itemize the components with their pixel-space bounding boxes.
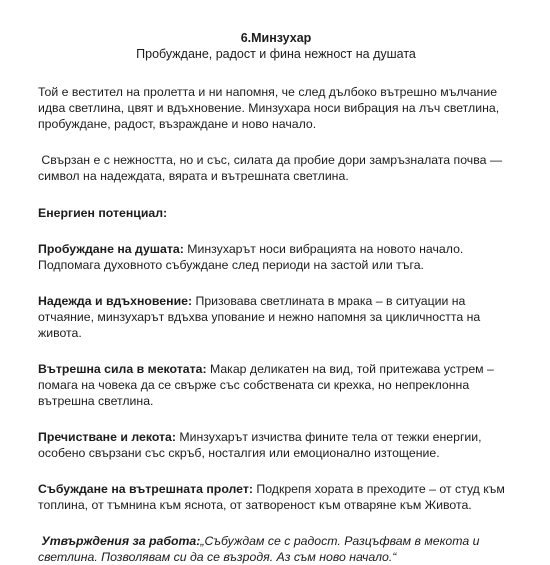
affirmation-label: Утвърждения за работа: bbox=[38, 534, 201, 548]
list-item bbox=[38, 241, 514, 273]
list-item bbox=[38, 293, 514, 341]
intro-paragraph-1: Той е вестител на пролетта и ни напомня, че след дълбоко вътрешно мълчание идва светлина, цвят и вдъхновение. Минзухара носи вибрация на лъч светлина, пробуждане, радост, възраждане и ново начало. bbox=[38, 85, 500, 131]
item-label: Вътрешна сила в мекотата: bbox=[38, 362, 207, 376]
item-label: Събуждане на вътрешната пролет: bbox=[38, 482, 253, 496]
document-title: 6.Минзухар bbox=[240, 31, 312, 45]
intro-paragraph-2: Свързан е с нежността, но и със, силата да пробие дори замръзналата почва — символ на надеждата, вярата и вътрешната светлина. bbox=[38, 153, 506, 183]
document-subtitle: Пробуждане, радост и фина нежност на душата bbox=[136, 47, 416, 61]
item-text: Минзухарът изчиства фините тела от тежки енергии, особено свързани със скръб, носталгия или емоционално изтощение. bbox=[38, 430, 482, 460]
item-text: Подкрепя хората в преходите – от студ към топлина, от тъмнина към яснота, от затвореност към отваряне към Живота. bbox=[38, 482, 505, 512]
item-text: Макар деликатен на вид, той притежава устрем – помага на човека да се свърже със собствената си крехка, но непреклонна вътрешна светлина. bbox=[38, 362, 494, 408]
list-item bbox=[38, 429, 514, 461]
item-label: Надежда и вдъхновение: bbox=[38, 294, 193, 308]
section-heading: Енергиен потенциал: bbox=[38, 206, 168, 220]
affirmation-paragraph bbox=[38, 533, 514, 565]
affirmation-text: „Събуждам се с радост. Разцъфвам в мекота и светлина. Позволявам си да се възродя. Аз съм ново начало.“ bbox=[38, 534, 483, 564]
list-item bbox=[38, 361, 514, 409]
item-text: Призовава светлината в мрака – в ситуации на отчаяние, минзухарът вдъхва упование и нежно напомня за цикличността на живота. bbox=[38, 294, 481, 340]
item-label: Пречистване и лекота: bbox=[38, 430, 176, 444]
list-item bbox=[38, 481, 514, 513]
item-label: Пробуждане на душата: bbox=[38, 242, 184, 256]
item-text: Минзухарът носи вибрацията на новото начало. Подпомага духовното събуждане след периоди на застой или тъга. bbox=[38, 242, 464, 272]
